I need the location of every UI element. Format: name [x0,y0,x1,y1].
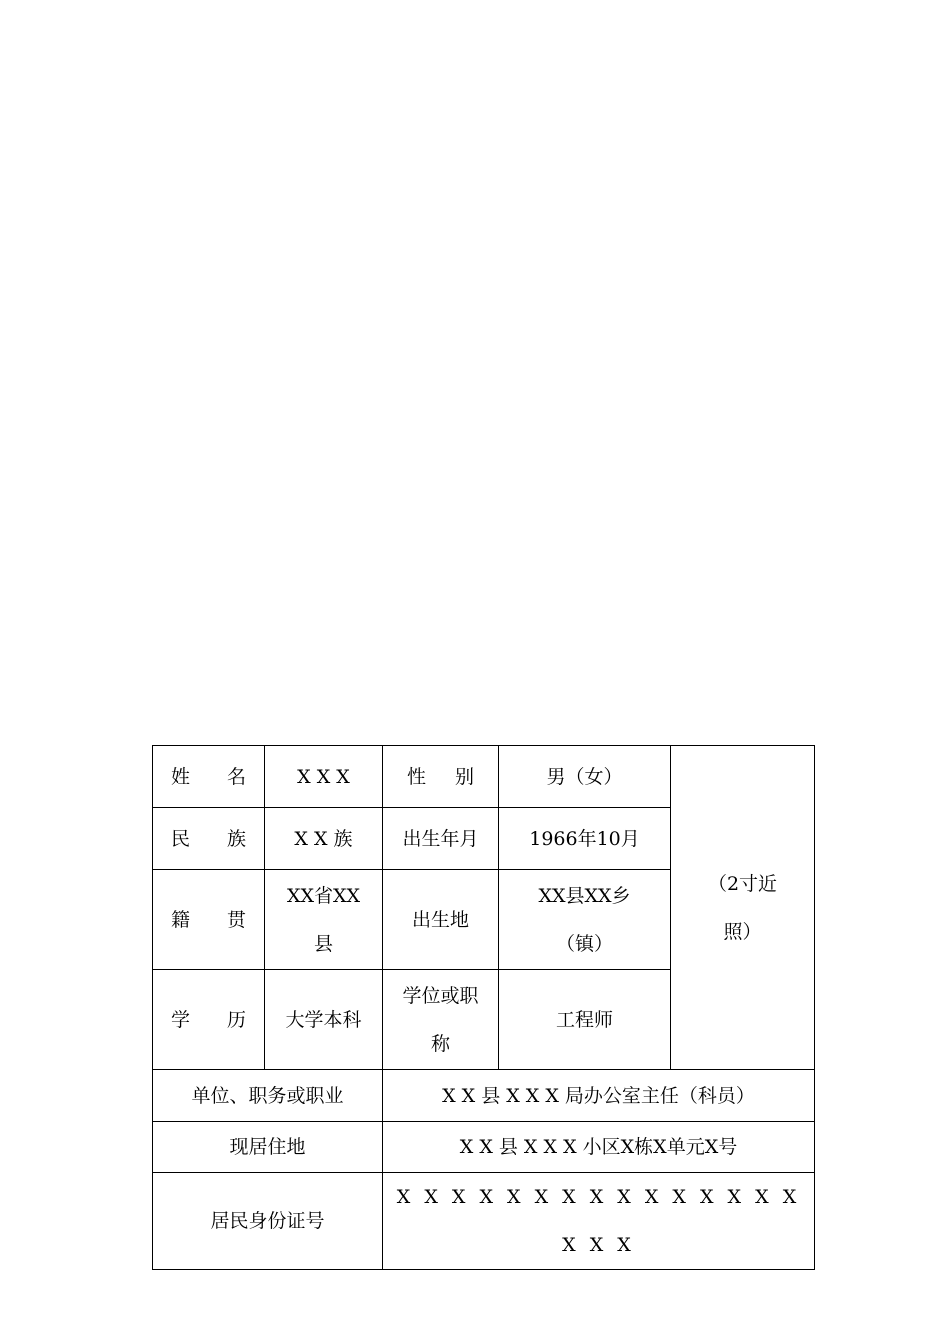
form-row-name [153,746,815,808]
name-value: X X X [265,746,383,808]
form-row-employer [153,1070,815,1122]
photo-placeholder: （2寸近 照） [671,746,815,1070]
degree-label: 学位或职 称 [383,970,499,1070]
ethnicity-label: 民 族 [153,808,265,870]
id-number-label: 居民身份证号 [153,1173,383,1270]
name-label: 姓 名 [153,746,265,808]
education-label: 学 历 [153,970,265,1070]
birthplace-label: 出生地 [383,870,499,970]
id-number-value: X X X X X X X X X X X X X X X X X X [383,1173,815,1270]
personal-info-form [152,745,815,1270]
form-row-residence [153,1122,815,1173]
residence-value: X X 县 X X X 小区X栋X单元X号 [383,1122,815,1173]
gender-label: 性 别 [383,746,499,808]
gender-value: 男（女） [499,746,671,808]
form-row-id-number [153,1173,815,1270]
birthplace-value: XX县XX乡 （镇） [499,870,671,970]
employer-value: X X 县 X X X 局办公室主任（科员） [383,1070,815,1122]
degree-value: 工程师 [499,970,671,1070]
native-place-value: XX省XX 县 [265,870,383,970]
education-value: 大学本科 [265,970,383,1070]
residence-label: 现居住地 [153,1122,383,1173]
ethnicity-value: X X 族 [265,808,383,870]
native-place-label: 籍 贯 [153,870,265,970]
employer-label: 单位、职务或职业 [153,1070,383,1122]
birthdate-label: 出生年月 [383,808,499,870]
birthdate-value: 1966年10月 [499,808,671,870]
